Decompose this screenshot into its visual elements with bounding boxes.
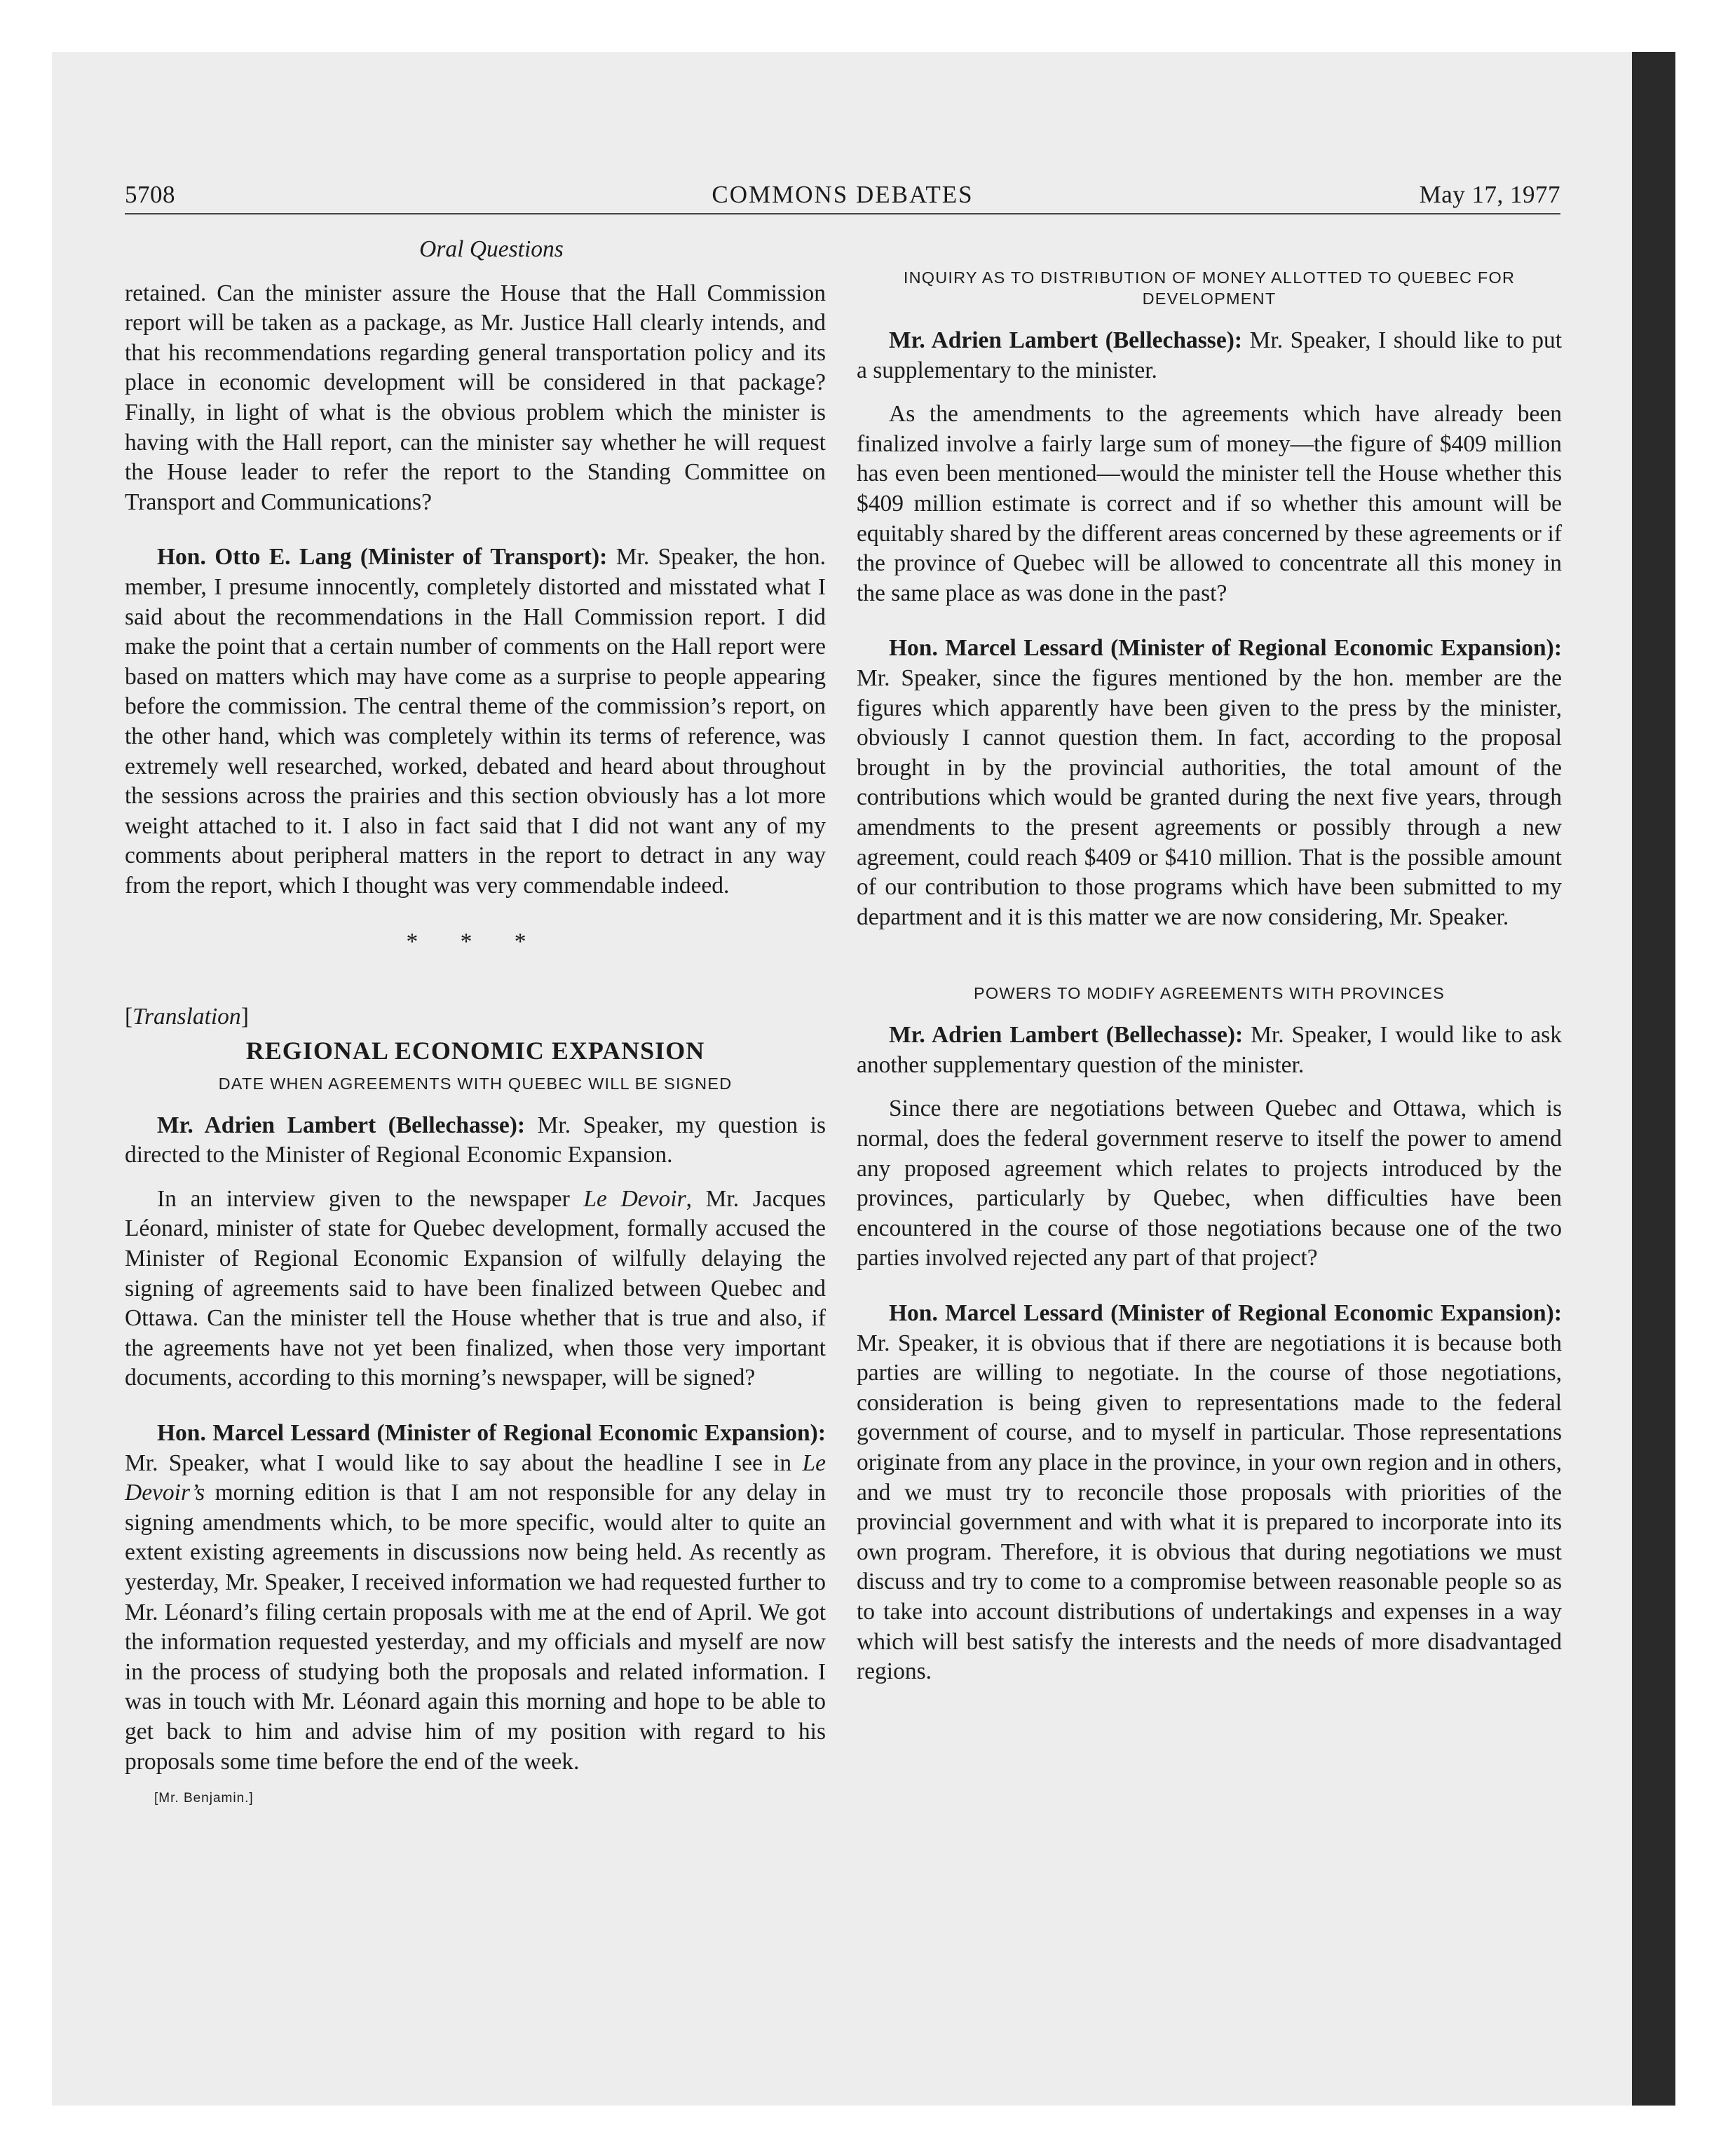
speech-text: Mr. Speaker, my question is directed to the Minister of Regional Economic Expansion. [125, 1112, 826, 1168]
running-header [125, 181, 1560, 216]
speech [857, 326, 1562, 386]
paragraph: retained. Can the minister assure the House that the Hall Commission report will be taken as a package, as Mr. Justice Hall clearly intends, and that his recommendations regarding general transportation policy and its place in economic development will be considered in that package? Finally, in light of what is the obvious problem which the minister is having with the Hall report, can the minister say whether he will request the House leader to refer the report to the Standing Committee on Transport and Communications? [125, 280, 826, 515]
speech [125, 1111, 826, 1171]
speech [125, 543, 826, 901]
issue-date: May 17, 1977 [1419, 181, 1560, 208]
speech-text: Mr. Speaker, it is obvious that if there are negotiations it is because both parties are willing to negotiate. In the course of those negotiations, consideration is being given to representations made to the federal government of course, and to myself in particular. Those representations originate from any place in the province, in your own region and in others, and we must try to reconcile those proposals with priorities of the provincial government and with what it is prepared to incorporate into its own program. Therefore, it is obvious that during negotiations we must discuss and try to come to a compromise between reasonable people so as to take into account distributions of undertakings and expenses in a way which will best satisfy the interests and the needs of more disadvantaged regions. [857, 1330, 1562, 1685]
speaker-name: Hon. Marcel Lessard (Minister of Regional Economic Expansion): [157, 1420, 826, 1446]
speech-text: Mr. Speaker, what I would like to say about the headline I see in [125, 1449, 803, 1476]
header-rule [125, 213, 1560, 214]
section-break: * * * [406, 929, 545, 955]
section-label: Oral Questions [419, 236, 564, 262]
speaker-name: Mr. Adrien Lambert (Bellechasse): [889, 1022, 1244, 1049]
speech-text: Mr. Speaker, I should like to put a supplementary to the minister. [857, 327, 1562, 383]
paragraph [125, 1185, 826, 1393]
page-number: 5708 [125, 181, 175, 208]
speech-text: Mr. Speaker, I would like to ask another supplementary question of the minister. [857, 1022, 1563, 1078]
translation-note: [Translation] [125, 1004, 249, 1030]
paragraph: As the amendments to the agreements which have already been finalized involve a fairly large sum of money—the figure of $409 million has even been mentioned—would the minister tell the House whether this $409 million estimate is correct and if so whether this amount will be equitably shared by the different areas concerned by these agreements or if the province of Quebec will be allowed to concentrate all this money in the same place as was done in the past? [857, 401, 1562, 606]
page-spine-shadow [1632, 52, 1675, 2106]
paragraph: Since there are negotiations between Quebec and Ottawa, which is normal, does the federal government reserve to itself the power to amend any proposed agreement which relates to projects introduced by the provinces, particularly by Quebec, when difficulties have been encountered in the course of those negotiations because one of the two parties involved rejected any part of that project? [857, 1096, 1562, 1271]
speech [125, 1419, 826, 1777]
speaker-name: Hon. Marcel Lessard (Minister of Regional Economic Expansion): [889, 1300, 1562, 1327]
publication-title: COMMONS DEBATES [712, 181, 974, 208]
speaker-name: Hon. Otto E. Lang (Minister of Transport): [157, 544, 608, 571]
speech [857, 1021, 1562, 1080]
speech-text: morning edition is that I am not responsible for any delay in signing amendments which, to be more specific, would alter to quite an extent existing agreements in discussions now being held. As recently as yesterday, Mr. Speaker, I received information we had requested further to Mr. Léonard’s filing certain proposals with me at the end of April. We got the information requested yesterday, and my officials and myself are now in the process of studying both the proposals and related information. I was in touch with Mr. Léonard again this morning and hope to be able to get back to him and advise him of my position with regard to his proposals some time before the end of the week. [125, 1480, 826, 1775]
subheading: POWERS TO MODIFY AGREEMENTS WITH PROVINCES [974, 984, 1445, 1003]
speech-text: Mr. Speaker, the hon. member, I presume innocently, completely distorted and misstated what I said about the recommendations in the Hall Commission report. I did make the point that a certain number of comments on the Hall report were based on matters which may have come as a surprise to people appearing before the commission. The central theme of the commission’s report, on the other hand, which was completely within its terms of reference, was extremely well researched, worked, debated and heard about throughout the sessions across the prairies and this section obviously has a lot more weight attached to it. I also in fact said that I did not want any of my comments about peripheral matters in the report to detract in any way from the report, which I thought was very commendable indeed. [125, 544, 826, 899]
footnote: [Mr. Benjamin.] [154, 1791, 254, 1806]
text: In an interview given to the newspaper [157, 1185, 584, 1212]
text: , Mr. Jacques Léonard, minister of state for Quebec development, formally accused the Minister of Regional Economic Expansion of wilfully delaying the signing of agreements said to have been finalized between Quebec and Ottawa. Can the minister tell the House whether that is true and also, if the agreements have not yet been finalized, when those very important documents, according to this morning’s newspaper, will be signed? [125, 1185, 826, 1391]
speech [857, 634, 1562, 932]
subheading: DATE WHEN AGREEMENTS WITH QUEBEC WILL BE SIGNED [218, 1074, 733, 1093]
speaker-name: Mr. Adrien Lambert (Bellechasse): [889, 327, 1243, 353]
speaker-name: Mr. Adrien Lambert (Bellechasse): [157, 1112, 526, 1138]
translation-label: Translation [132, 1004, 241, 1030]
subheading: INQUIRY AS TO DISTRIBUTION OF MONEY ALLOTTED TO QUEBEC FOR DEVELOPMENT [903, 268, 1516, 308]
speaker-name: Hon. Marcel Lessard (Minister of Regional Economic Expansion): [889, 635, 1562, 662]
section-heading: REGIONAL ECONOMIC EXPANSION [245, 1036, 705, 1065]
speech [857, 1299, 1562, 1687]
left-column [125, 235, 826, 1814]
newspaper-name: Le Devoir’s [125, 1449, 826, 1506]
newspaper-name: Le Devoir [583, 1185, 686, 1212]
speech-text: Mr. Speaker, since the figures mentioned by the hon. member are the figures which apparently have been given to the press by the minister, obviously I cannot question them. In fact, according to the proposal brought in by the provincial authorities, the total amount of the contributions which would be granted during the next five years, through amendments to the present agreements or possibly through a new agreement, could reach $409 or $410 million. That is the possible amount of our contribution to those programs which have been submitted to my department and it is this matter we are now considering, Mr. Speaker. [857, 664, 1562, 930]
right-column [857, 235, 1562, 1687]
